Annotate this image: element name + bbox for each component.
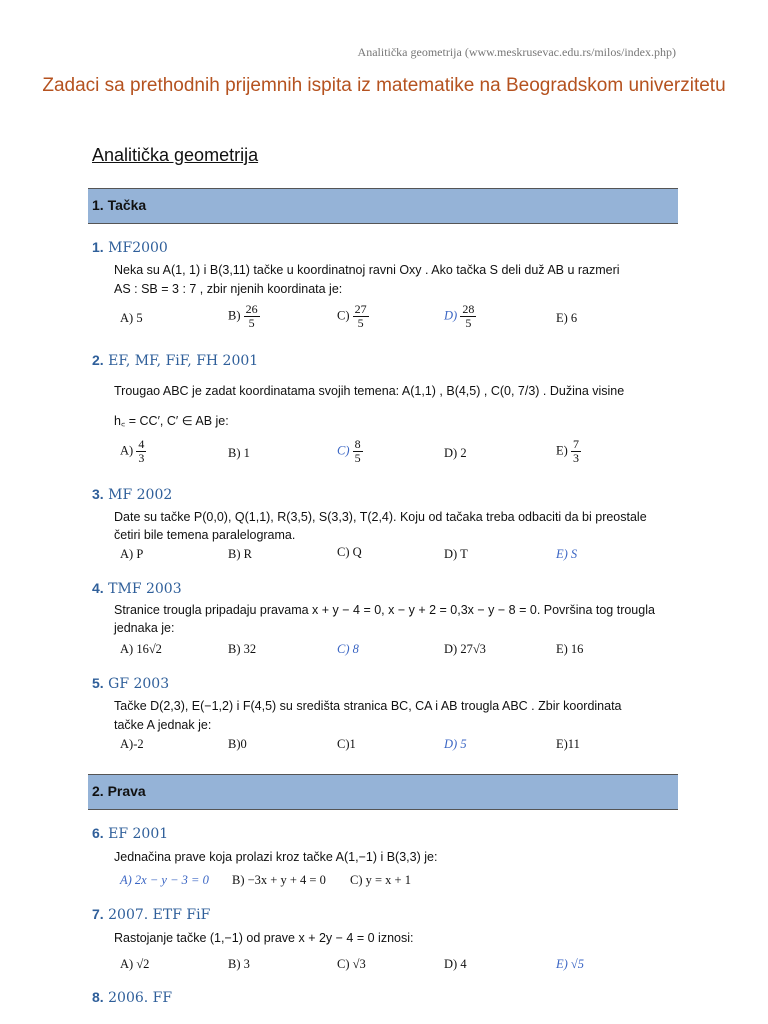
running-header: Analitička geometrija (www.meskrusevac.edu.rs/milos/index.php) [357, 45, 676, 59]
problem-number: 6. [92, 825, 104, 841]
problem-heading [92, 906, 210, 924]
problem-heading [92, 486, 172, 504]
answer-b[interactable]: B)0 [228, 737, 247, 751]
fraction: $\frac{8}{5}$ [354, 437, 361, 465]
answer-b[interactable]: B) 1 [228, 446, 250, 460]
answer-label: B) [228, 308, 241, 323]
section-band-label: 1. Tačka [92, 197, 147, 213]
answer-a[interactable] [120, 438, 146, 465]
problem-text: Jednačina prave koja prolazi kroz tačke A(1,−1) i B(3,3) je: [114, 850, 438, 864]
problem-number: 1. [92, 239, 104, 255]
answer-c[interactable]: C) y = x + 1 [350, 873, 411, 887]
problem-heading [92, 352, 258, 370]
answer-a[interactable]: A) 16√2 [120, 642, 162, 656]
section-band-prava [88, 774, 678, 810]
problem-heading [92, 989, 172, 1007]
problem-text: Stranice trougla pripadaju pravama x + y − 4 = 0, x − y + 2 = 0,3x − y − 8 = 0. Površina tog trougla [114, 603, 655, 617]
problem-source: MF 2002 [108, 487, 173, 503]
answer-label: E) [556, 443, 568, 458]
answer-a[interactable]: A)-2 [120, 737, 144, 751]
answer-c[interactable] [337, 303, 369, 330]
problem-text: Rastojanje tačke (1,−1) od prave x + 2y − 4 = 0 iznosi: [114, 931, 414, 945]
problem-number: 5. [92, 675, 104, 691]
problem-text: Trougao ABC je zadat koordinatama svojih temena: A(1,1) , B(4,5) , C(0, 7/3) . Dužina visine [114, 384, 625, 398]
fraction: $\frac{28}{5}$ [462, 302, 475, 330]
problem-text: AS : SB = 3 : 7 , zbir njenih koordinata je: [114, 282, 343, 296]
problem-text: jednaka je: [114, 621, 175, 635]
fraction: $\frac{4}{3}$ [138, 437, 145, 465]
answer-c-correct[interactable]: C) 8 [337, 642, 359, 656]
answer-e[interactable]: E)11 [556, 737, 580, 751]
problem-source: EF 2001 [108, 826, 169, 842]
problem-source: GF 2003 [108, 676, 170, 692]
answer-label: C) [337, 308, 350, 323]
problem-heading [92, 580, 182, 598]
answer-a[interactable]: A) √2 [120, 957, 150, 971]
problem-number: 4. [92, 580, 104, 596]
answer-b[interactable]: B) R [228, 547, 252, 561]
problem-text: četiri bile temena paralelograma. [114, 528, 296, 542]
answer-a[interactable]: A) 5 [120, 311, 143, 325]
answer-d[interactable]: D) T [444, 547, 468, 561]
problem-source: 2006. FF [108, 990, 173, 1006]
problem-number: 3. [92, 486, 104, 502]
problem-text: Date su tačke P(0,0), Q(1,1), R(3,5), S(3,3), T(2,4). Koju od tačaka treba odbaciti da bi preostale [114, 510, 647, 524]
answer-e[interactable] [556, 438, 581, 465]
problem-number: 7. [92, 906, 104, 922]
fraction: $\frac{26}{5}$ [245, 302, 258, 330]
problem-source: MF2000 [108, 240, 168, 256]
section-title: Analitička geometrija [92, 145, 259, 165]
problem-text: Neka su A(1, 1) i B(3,11) tačke u koordinatnoj ravni Oxy . Ako tačka S deli duž AB u razmeri [114, 263, 620, 277]
problem-heading [92, 239, 168, 257]
problem-number: 8. [92, 989, 104, 1005]
answer-c-correct[interactable] [337, 438, 363, 465]
problem-source: 2007. ETF FiF [108, 907, 211, 923]
section-band-label: 2. Prava [92, 783, 146, 799]
answer-d[interactable]: D) 2 [444, 446, 467, 460]
answer-label: D) [444, 308, 458, 323]
answer-d-correct[interactable] [444, 303, 476, 330]
problem-source: EF, MF, FiF, FH 2001 [108, 353, 259, 369]
answer-e[interactable]: E) 6 [556, 311, 578, 325]
problem-number: 2. [92, 352, 104, 368]
answer-label: A) [120, 443, 134, 458]
answer-c[interactable]: C) Q [337, 545, 362, 559]
answer-b[interactable] [228, 303, 260, 330]
answer-b[interactable]: B) 32 [228, 642, 257, 656]
answer-d[interactable]: D) 4 [444, 957, 467, 971]
answer-c[interactable]: C) √3 [337, 957, 366, 971]
answer-b[interactable]: B) −3x + y + 4 = 0 [232, 873, 326, 887]
answer-e-correct[interactable]: E) √5 [556, 957, 585, 971]
problem-text: h꜀ = CC′, C′ ∈ AB je: [114, 414, 229, 428]
answer-d[interactable]: D) 27√3 [444, 642, 486, 656]
answer-e-correct[interactable]: E) S [556, 547, 578, 561]
section-band-tacka [88, 188, 678, 224]
problem-source: TMF 2003 [108, 581, 182, 597]
answer-e[interactable]: E) 16 [556, 642, 584, 656]
problem-text: tačke A jednak je: [114, 718, 212, 732]
problem-heading [92, 825, 168, 843]
answer-a[interactable]: A) P [120, 547, 144, 561]
problem-text: Tačke D(2,3), E(−1,2) i F(4,5) su središta stranica BC, CA i AB trougla ABC . Zbir koordinata [114, 699, 622, 713]
answer-label: C) [337, 443, 350, 458]
answer-a-correct[interactable]: A) 2x − y − 3 = 0 [120, 873, 209, 887]
fraction: $\frac{7}{3}$ [572, 437, 579, 465]
document-title: Zadaci sa prethodnih prijemnih ispita iz matematike na Beogradskom univerzitetu [42, 75, 726, 96]
problem-heading [92, 675, 169, 693]
answer-b[interactable]: B) 3 [228, 957, 250, 971]
answer-c[interactable]: C)1 [337, 737, 356, 751]
answer-d-correct[interactable]: D) 5 [444, 737, 467, 751]
fraction: $\frac{27}{5}$ [354, 302, 367, 330]
